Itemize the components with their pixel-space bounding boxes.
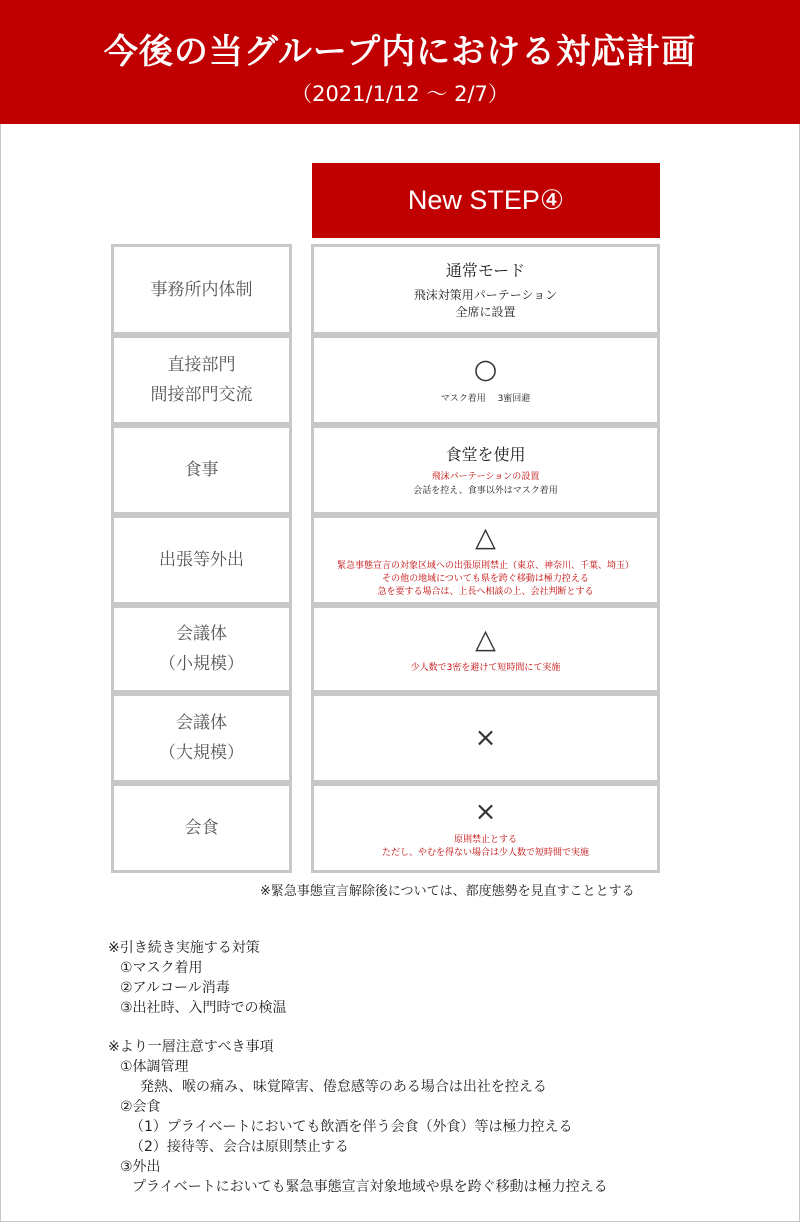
row-red-note: その他の地域についても県を跨ぐ移動は極力控える xyxy=(382,573,589,584)
measure-item: ②アルコール消毒 xyxy=(120,980,230,996)
row-label-line: 出張等外出 xyxy=(159,550,244,570)
row-label-line: 会議体 xyxy=(176,624,227,644)
row-label-line: 直接部門 xyxy=(167,355,236,375)
row-red-note: 原則禁止とする xyxy=(453,835,517,845)
row-small-note: マスク着用 3蜜回避 xyxy=(440,394,531,404)
row-label-large-meeting xyxy=(111,693,292,783)
row-red-note: ただし、やむを得ない場合は少人数で短時間で実施 xyxy=(381,848,589,858)
row-red-note: 少人数で3密を避けて短時間にて実施 xyxy=(410,662,561,673)
row-label-line: 会議体 xyxy=(176,713,227,733)
row-main-text: 食堂を使用 xyxy=(445,445,526,464)
caution-item-title: ①体調管理 xyxy=(120,1059,189,1075)
row-label-meal xyxy=(111,425,292,515)
row-content-business-trip xyxy=(311,515,660,605)
row-sub-text: 全席に設置 xyxy=(455,305,516,319)
row-label-business-trip xyxy=(111,515,292,605)
step-header: New STEP④ xyxy=(312,163,660,238)
caution-item-detail: 発熱、喉の痛み、味覚障害、倦怠感等のある場合は出社を控える xyxy=(140,1079,547,1095)
row-content-dinner xyxy=(311,783,660,873)
row-small-note: 会話を控え、食事以外はマスク着用 xyxy=(413,486,558,496)
row-label-dinner xyxy=(111,783,292,873)
row-label-line: （大規模） xyxy=(159,743,244,763)
continued-measures-heading: ※引き続き実施する対策 xyxy=(108,940,260,956)
row-sub-text: 飛沫対策用パーテーション xyxy=(413,288,558,302)
row-content-meal xyxy=(311,425,660,515)
row-main-text: 通常モード xyxy=(445,261,526,280)
footnote: ※緊急事態宣言解除後については、都度態勢を見直すこととする xyxy=(260,884,635,899)
page-title: 今後の当グループ内における対応計画 xyxy=(103,32,697,72)
caution-item-detail: プライベートにおいても緊急事態宣言対象地域や県を跨ぐ移動は極力控える xyxy=(132,1179,608,1195)
row-content-interaction xyxy=(311,335,660,425)
row-label-line: 事務所内体制 xyxy=(150,279,253,300)
caution-item-detail: （2）接待等、会合は原則禁止する xyxy=(130,1139,349,1155)
row-content-office xyxy=(311,244,660,335)
cross-symbol: × xyxy=(474,723,497,753)
row-label-line: （小規模） xyxy=(159,654,244,674)
cross-symbol: × xyxy=(474,797,497,827)
header-banner xyxy=(0,0,800,124)
caution-item-detail: （1）プライベートにおいても飲酒を伴う会食（外食）等は極力控える xyxy=(130,1119,573,1135)
row-label-small-meeting xyxy=(111,605,292,693)
caution-heading: ※より一層注意すべき事項 xyxy=(108,1039,274,1055)
row-label-line: 間接部門交流 xyxy=(150,385,253,405)
row-red-note: 飛沫パーテーションの設置 xyxy=(431,472,540,482)
row-label-office xyxy=(111,244,292,335)
row-red-note: 緊急事態宣言の対象区域への出張原則禁止（東京、神奈川、千葉、埼玉） xyxy=(336,560,634,571)
caution-item-title: ③外出 xyxy=(120,1159,161,1175)
measure-item: ③出社時、入門時での検温 xyxy=(120,1000,287,1016)
triangle-symbol: △ xyxy=(475,521,496,553)
row-content-small-meeting xyxy=(311,605,660,693)
row-content-large-meeting xyxy=(311,693,660,783)
row-label-line: 会食 xyxy=(184,818,219,838)
caution-item-title: ②会食 xyxy=(120,1099,161,1115)
row-label-line: 食事 xyxy=(184,460,219,480)
measure-item: ①マスク着用 xyxy=(120,960,203,976)
circle-symbol: ○ xyxy=(473,354,498,385)
row-red-note: 急を要する場合は、上長へ相談の上、会社判断とする xyxy=(377,586,594,597)
period-label: （2021/1/12 ～ 2/7） xyxy=(291,82,509,106)
row-label-interaction xyxy=(111,335,292,425)
triangle-symbol: △ xyxy=(475,623,496,655)
